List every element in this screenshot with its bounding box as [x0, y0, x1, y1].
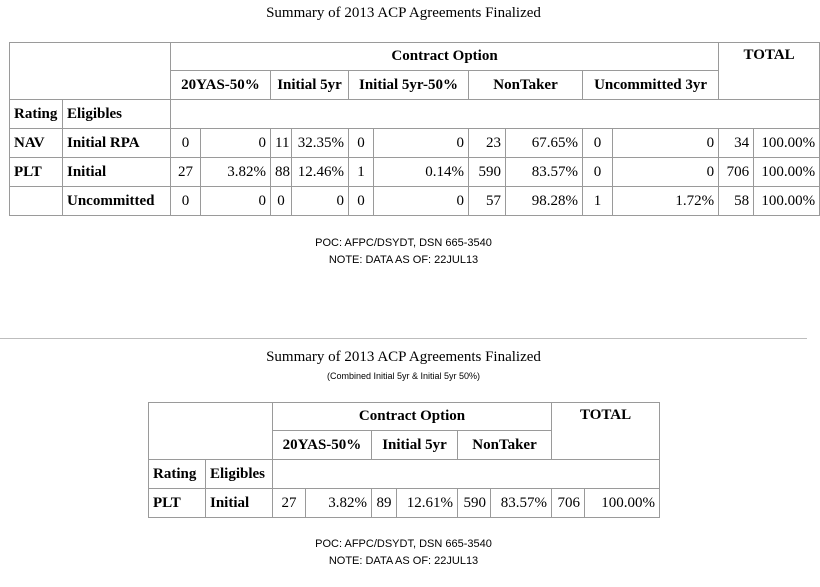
count-cell: 0 — [171, 187, 201, 216]
table1-eligibles-header: Eligibles — [63, 100, 171, 129]
count-cell: 0 — [583, 158, 613, 187]
rating-cell: PLT — [10, 158, 63, 187]
table1-header-row-1 — [10, 43, 820, 71]
pct-cell: 0 — [201, 187, 271, 216]
table2-header-row-1 — [149, 403, 660, 431]
pct-cell: 3.82% — [201, 158, 271, 187]
pct-cell: 83.57% — [506, 158, 583, 187]
count-cell: 0 — [349, 187, 374, 216]
table1-title: Summary of 2013 ACP Agreements Finalized — [266, 5, 541, 21]
table1-footnote — [0, 235, 807, 269]
pct-cell: 0 — [374, 129, 469, 158]
pct-cell: 0 — [374, 187, 469, 216]
table-row — [10, 158, 820, 187]
poc-line: POC: AFPC/DSYDT, DSN 665-3540 — [315, 237, 492, 249]
total-count-cell: 58 — [719, 187, 754, 216]
rating-cell: NAV — [10, 129, 63, 158]
data-date-note: NOTE: DATA AS OF: 22JUL13 — [328, 254, 479, 266]
table-row — [10, 187, 820, 216]
table1-header-row-3 — [10, 100, 820, 129]
pct-cell: 67.65% — [506, 129, 583, 158]
pct-cell: 98.28% — [506, 187, 583, 216]
pct-cell: 1.72% — [613, 187, 719, 216]
count-cell: 89 — [372, 489, 397, 518]
table2-option-header: NonTaker — [458, 431, 552, 460]
count-cell: 0 — [171, 129, 201, 158]
count-cell: 27 — [273, 489, 306, 518]
count-cell: 1 — [349, 158, 374, 187]
rating-cell: PLT — [149, 489, 206, 518]
table2-corner-cell — [149, 403, 273, 460]
table1-contract-option-header: Contract Option — [171, 43, 719, 71]
table1-option-header: 20YAS-50% — [171, 71, 271, 100]
section-divider — [0, 338, 807, 339]
count-cell: 590 — [458, 489, 491, 518]
total-count-cell: 706 — [719, 158, 754, 187]
table2-subtitle: (Combined Initial 5yr & Initial 5yr 50%) — [326, 371, 481, 381]
table-row — [149, 489, 660, 518]
count-cell: 0 — [271, 187, 292, 216]
pct-cell: 32.35% — [292, 129, 349, 158]
eligibles-cell: Initial — [206, 489, 273, 518]
table1-total-header: TOTAL — [719, 43, 820, 100]
acp-summary-table-1 — [9, 42, 820, 216]
pct-cell: 83.57% — [491, 489, 552, 518]
table1-option-header: Initial 5yr — [271, 71, 349, 100]
pct-cell: 12.46% — [292, 158, 349, 187]
pct-cell: 0.14% — [374, 158, 469, 187]
rating-cell — [10, 187, 63, 216]
count-cell: 0 — [349, 129, 374, 158]
data-date-note: NOTE: DATA AS OF: 22JUL13 — [328, 555, 479, 567]
total-count-cell: 34 — [719, 129, 754, 158]
count-cell: 88 — [271, 158, 292, 187]
eligibles-cell: Initial — [63, 158, 171, 187]
table2-option-header: 20YAS-50% — [273, 431, 372, 460]
table1-empty-cell — [171, 100, 820, 129]
count-cell: 11 — [271, 129, 292, 158]
count-cell: 590 — [469, 158, 506, 187]
eligibles-cell: Uncommitted — [63, 187, 171, 216]
total-pct-cell: 100.00% — [754, 129, 820, 158]
pct-cell: 0 — [292, 187, 349, 216]
table1-option-header: Uncommitted 3yr — [583, 71, 719, 100]
table1-corner-cell — [10, 43, 171, 100]
count-cell: 1 — [583, 187, 613, 216]
eligibles-cell: Initial RPA — [63, 129, 171, 158]
pct-cell: 0 — [613, 158, 719, 187]
poc-line: POC: AFPC/DSYDT, DSN 665-3540 — [315, 538, 492, 550]
count-cell: 0 — [583, 129, 613, 158]
total-pct-cell: 100.00% — [754, 158, 820, 187]
count-cell: 23 — [469, 129, 506, 158]
acp-summary-table-2 — [148, 402, 660, 518]
table2-total-header: TOTAL — [552, 403, 660, 460]
total-pct-cell: 100.00% — [754, 187, 820, 216]
table2-contract-option-header: Contract Option — [273, 403, 552, 431]
table1-option-header: NonTaker — [469, 71, 583, 100]
pct-cell: 0 — [201, 129, 271, 158]
table2-eligibles-header: Eligibles — [206, 460, 273, 489]
pct-cell: 0 — [613, 129, 719, 158]
table2-header-row-3 — [149, 460, 660, 489]
table1-rating-header: Rating — [10, 100, 63, 129]
table2-empty-cell — [273, 460, 660, 489]
count-cell: 57 — [469, 187, 506, 216]
count-cell: 27 — [171, 158, 201, 187]
table1-option-header: Initial 5yr-50% — [349, 71, 469, 100]
pct-cell: 12.61% — [397, 489, 458, 518]
table2-footnote — [0, 536, 807, 570]
table-row — [10, 129, 820, 158]
table2-rating-header: Rating — [149, 460, 206, 489]
total-count-cell: 706 — [552, 489, 585, 518]
table2-option-header: Initial 5yr — [372, 431, 458, 460]
total-pct-cell: 100.00% — [585, 489, 660, 518]
pct-cell: 3.82% — [306, 489, 372, 518]
table2-title: Summary of 2013 ACP Agreements Finalized — [266, 349, 541, 365]
